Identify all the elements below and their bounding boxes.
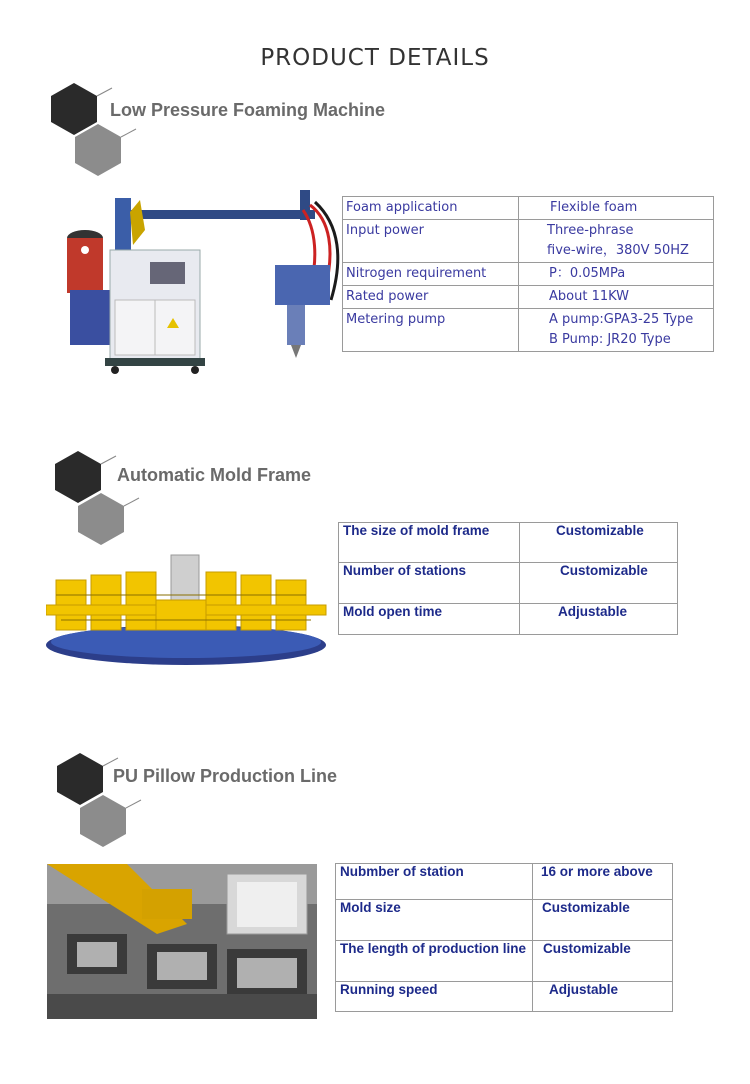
table-row — [339, 563, 678, 604]
spec-label: Nubmber of station — [336, 864, 533, 900]
section-pillow-line — [0, 740, 750, 1040]
spec-value-line: B Pump: JR20 Type — [549, 332, 671, 347]
mold-frame-photo — [46, 550, 331, 670]
spec-value: Flexible foam — [519, 197, 714, 220]
spec-value: 16 or more above — [533, 864, 673, 900]
table-row — [343, 286, 714, 309]
spec-value: Adjustable — [520, 604, 678, 635]
section-title: Automatic Mold Frame — [117, 465, 312, 485]
table-row — [336, 900, 673, 941]
spec-value-line: five-wire，380V 50HZ — [547, 243, 689, 258]
section-title: Low Pressure Foaming Machine — [110, 100, 386, 120]
spec-table-pillow-line — [335, 863, 673, 1012]
spec-table-foaming-machine — [342, 196, 714, 352]
table-row — [339, 604, 678, 635]
page-title: PRODUCT DETAILS — [260, 45, 490, 72]
table-row — [336, 982, 673, 1012]
spec-label: Number of stations — [339, 563, 520, 604]
spec-table-mold-frame — [338, 522, 678, 635]
foaming-machine-photo — [55, 190, 345, 375]
spec-label: The length of production line — [336, 941, 533, 982]
spec-value: P：0.05MPa — [519, 263, 714, 286]
hexagon-badge-icon — [44, 80, 164, 190]
spec-label: Metering pump — [343, 309, 519, 352]
spec-value: Customizable — [533, 900, 673, 941]
spec-label: Running speed — [336, 982, 533, 1012]
table-row — [336, 864, 673, 900]
spec-value: Customizable — [520, 563, 678, 604]
spec-label: Input power — [343, 220, 519, 263]
section-foaming-machine — [0, 0, 750, 420]
spec-value: Adjustable — [533, 982, 673, 1012]
spec-value — [519, 309, 714, 352]
spec-label: Nitrogen requirement — [343, 263, 519, 286]
spec-label: Rated power — [343, 286, 519, 309]
spec-value — [519, 220, 714, 263]
table-row — [343, 197, 714, 220]
table-row — [336, 941, 673, 982]
spec-label: Mold open time — [339, 604, 520, 635]
spec-value: About 11KW — [519, 286, 714, 309]
spec-value-line: A pump:GPA3-25 Type — [549, 312, 694, 327]
table-row — [343, 263, 714, 286]
table-row — [339, 523, 678, 563]
spec-value: Customizable — [533, 941, 673, 982]
section-title: PU Pillow Production Line — [113, 766, 338, 786]
table-row — [343, 220, 714, 263]
spec-label: Foam application — [343, 197, 519, 220]
table-row — [343, 309, 714, 352]
spec-label: The size of mold frame — [339, 523, 520, 563]
spec-label: Mold size — [336, 900, 533, 941]
section-mold-frame — [0, 440, 750, 700]
spec-value-line: Three-phrase — [547, 223, 634, 238]
spec-value: Customizable — [520, 523, 678, 563]
production-line-photo — [47, 864, 317, 1019]
